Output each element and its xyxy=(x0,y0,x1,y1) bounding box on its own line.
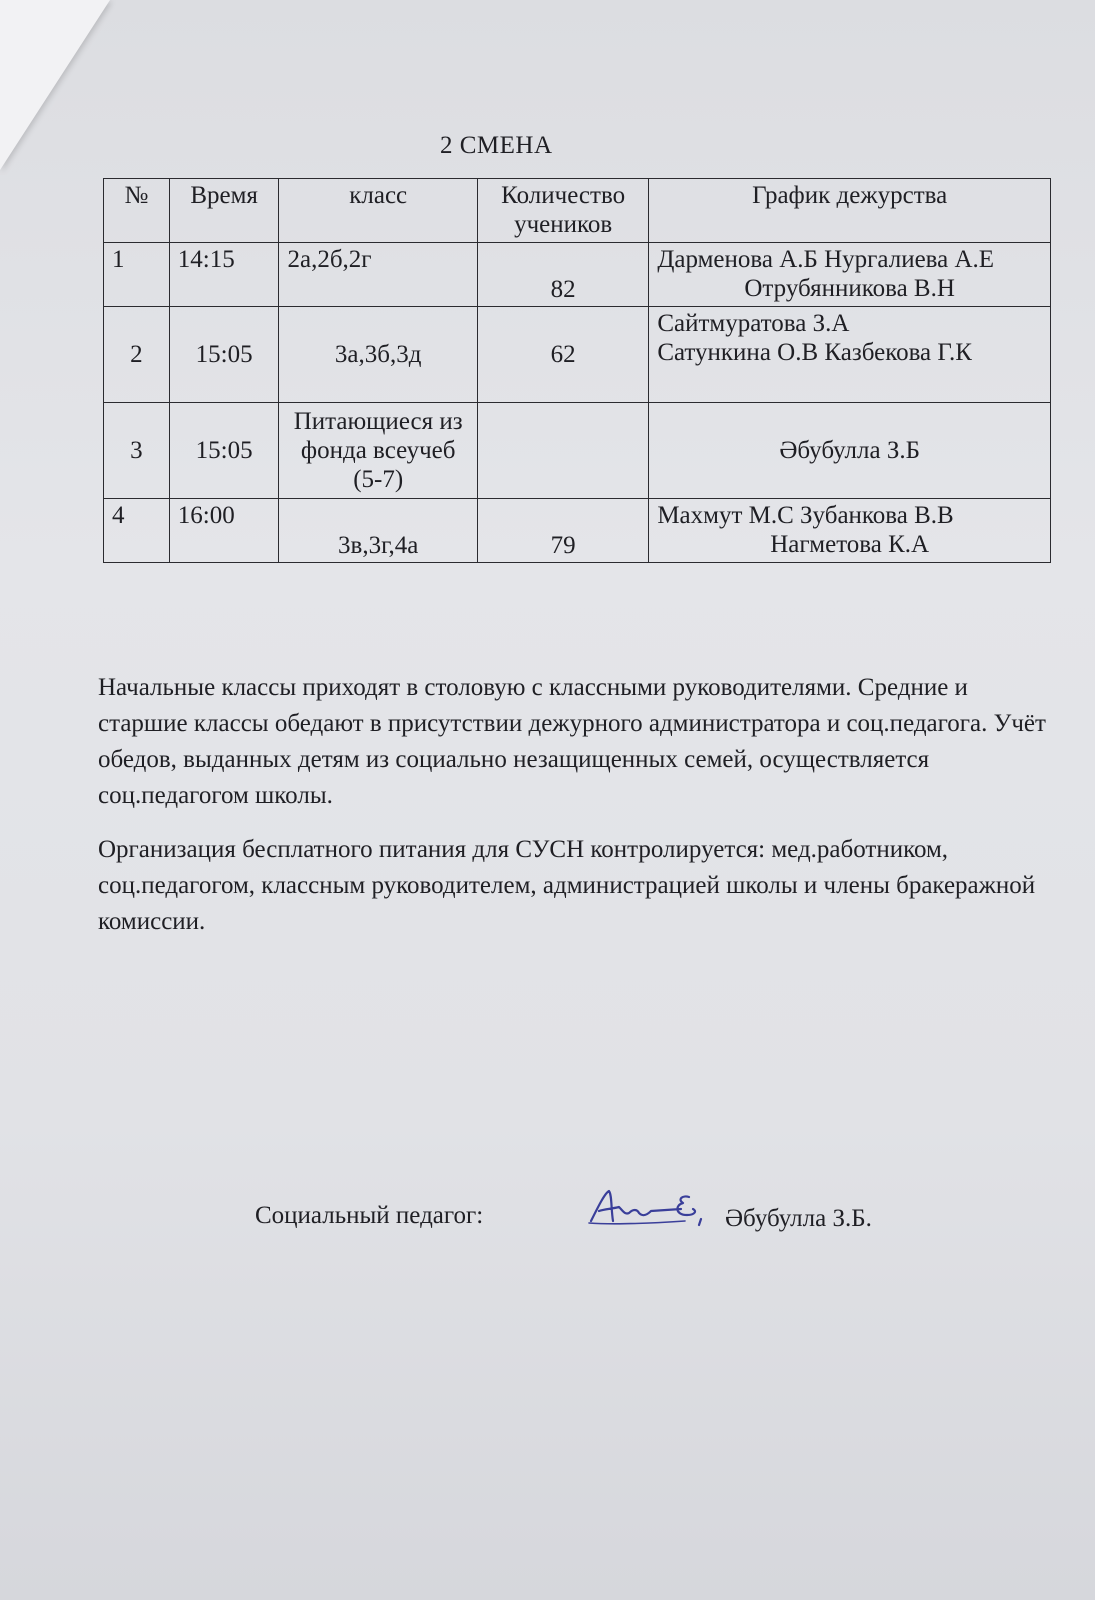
cell-num: 1 xyxy=(104,243,170,307)
cell-class: Питающиеся из фонда всеучеб (5-7) xyxy=(279,403,477,499)
cell-time: 15:05 xyxy=(169,307,279,403)
cell-duty xyxy=(649,243,1051,307)
cell-duty xyxy=(649,499,1051,563)
cell-count xyxy=(477,403,648,499)
cell-num: 2 xyxy=(104,307,170,403)
cell-count: 82 xyxy=(477,243,648,307)
cell-time: 15:05 xyxy=(169,403,279,499)
cell-num: 4 xyxy=(104,499,170,563)
duty-line: Әбубулла З.Б xyxy=(779,437,920,464)
signature-name: Әбубулла З.Б. xyxy=(725,1205,872,1232)
duty-line: Сайтмуратова З.А xyxy=(657,310,850,337)
duty-line: Нагметова К.А xyxy=(770,531,930,558)
handwritten-signature xyxy=(585,1185,715,1235)
cell-time: 14:15 xyxy=(169,243,279,307)
cell-num: 3 xyxy=(104,403,170,499)
table-row xyxy=(104,243,1051,307)
table-row xyxy=(104,499,1051,563)
header-duty: График дежурства xyxy=(649,179,1051,243)
folded-corner xyxy=(0,0,110,170)
paragraph-lunch-rules: Начальные классы приходят в столовую с классными руководителями. Средние и старшие классы обедают в присутствии дежурного администратора и соц.педагога. Учёт обедов, выданных детям из социально незащищенных семей, осуществляется соц.педагогом школы. xyxy=(98,674,1046,809)
header-class: класс xyxy=(279,179,477,243)
cell-class: 3в,3г,4а xyxy=(279,499,477,563)
paragraph-free-meals: Организация бесплатного питания для СУСН контролируется: мед.работником, соц.педагогом, классным руководителем, администрацией школы и члены бракеражной комиссии. xyxy=(98,836,1036,935)
cell-count: 62 xyxy=(477,307,648,403)
document-title: 2 СМЕНА xyxy=(440,132,553,159)
duty-line: Махмут М.С Зубанкова В.В xyxy=(657,502,954,529)
cell-class: 2а,2б,2г xyxy=(279,243,477,307)
signature-label: Социальный педагог: xyxy=(255,1202,484,1229)
header-time: Время xyxy=(169,179,279,243)
cell-time: 16:00 xyxy=(169,499,279,563)
table-row xyxy=(104,403,1051,499)
duty-line: Сатункина О.В Казбекова Г.К xyxy=(657,339,972,366)
header-count: Количество учеников xyxy=(477,179,648,243)
schedule-table xyxy=(103,178,1051,563)
table-row xyxy=(104,307,1051,403)
duty-line: Отрубянникова В.Н xyxy=(744,275,955,302)
cell-duty xyxy=(649,307,1051,403)
cell-count: 79 xyxy=(477,499,648,563)
cell-duty xyxy=(649,403,1051,499)
header-num: № xyxy=(104,179,170,243)
table-header-row xyxy=(104,179,1051,243)
duty-line: Дарменова А.Б Нургалиева А.Е xyxy=(657,246,995,273)
cell-class: 3а,3б,3д xyxy=(279,307,477,403)
